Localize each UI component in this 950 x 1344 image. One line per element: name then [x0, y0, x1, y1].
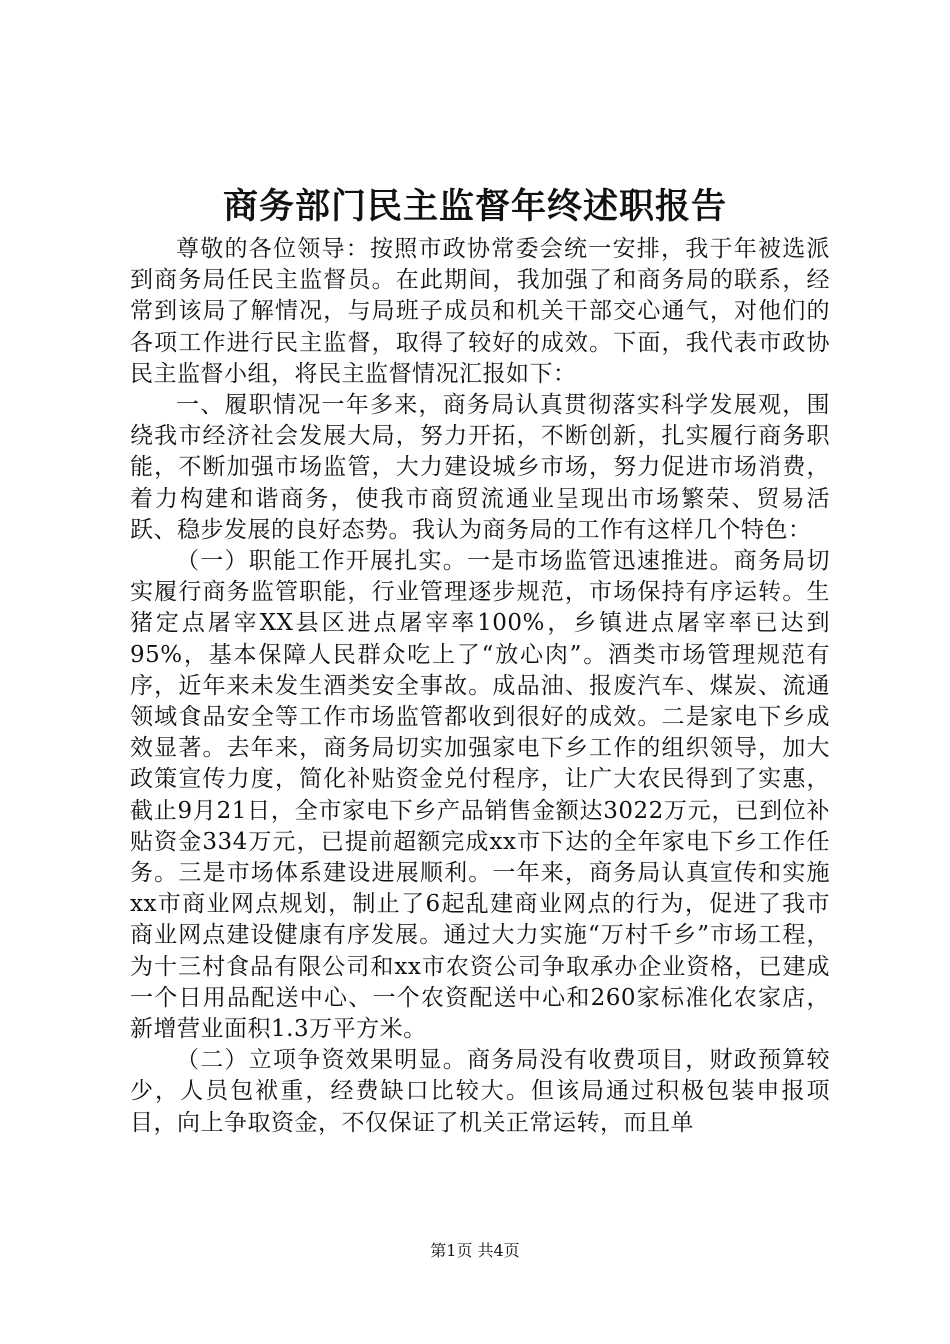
paragraph-section-1: 一、履职情况一年多来，商务局认真贯彻落实科学发展观，围绕我市经济社会发展大局，努力开拓，不断创新，扎实履行商务职能，不断加强市场监管，大力建设城乡市场，努力促进市场消费，着力构建和谐商务，使我市商贸流通业呈现出市场繁荣、贸易活跃、稳步发展的良好态势。我认为商务局的工作有这样几个特色： [130, 392, 830, 543]
page-number-footer: 第1页 共4页 [430, 1241, 520, 1260]
paragraph-greeting: 尊敬的各位领导：按照市政协常委会统一安排，我于年被选派到商务局任民主监督员。在此期间，我加强了和商务局的联系，经常到该局了解情况，与局班子成员和机关干部交心通气，对他们的各项工作进行民主监督，取得了较好的成效。下面，我代表市政协民主监督小组，将民主监督情况汇报如下： [130, 236, 830, 387]
paragraph-section-1-1: （一）职能工作开展扎实。一是市场监管迅速推进。商务局切实履行商务监管职能，行业管理逐步规范，市场保持有序运转。生猪定点屠宰XX县区进点屠宰率100%，乡镇进点屠宰率已达到95%，基本保障人民群众吃上了“放心肉”。酒类市场管理规范有序，近年来未发生酒类安全事故。成品油、报废汽车、煤炭、流通领域食品安全等工作市场监管都收到很好的成效。二是家电下乡成效显著。去年来，商务局切实加强家电下乡工作的组织领导，加大政策宣传力度，简化补贴资金兑付程序，让广大农民得到了实惠，截止9月21日，全市家电下乡产品销售金额达3022万元，已到位补贴资金334万元，已提前超额完成xx市下达的全年家电下乡工作任务。三是市场体系建设进展顺利。一年来，商务局认真宣传和实施xx市商业网点规划，制止了6起乱建商业网点的行为，促进了我市商业网点建设健康有序发展。通过大力实施“万村千乡”市场工程，为十三村食品有限公司和xx市农资公司争取承办企业资格，已建成一个日用品配送中心、一个农资配送中心和260家标准化农家店，新增营业面积1.3万平方米。 [130, 548, 830, 1043]
document-body [130, 234, 830, 1139]
document-title: 商务部门民主监督年终述职报告 [222, 186, 727, 227]
paragraph-section-1-2: （二）立项争资效果明显。商务局没有收费项目，财政预算较少，人员包袱重，经费缺口比较大。但该局通过积极包装申报项目，向上争取资金，不仅保证了机关正常运转，而且单 [130, 1047, 830, 1136]
